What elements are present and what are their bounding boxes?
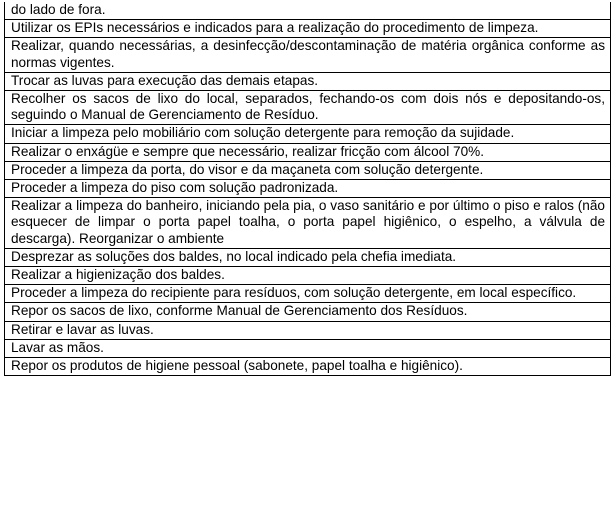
step-cell: Desprezar as soluções dos baldes, no local indicado pela chefia imediata.: [5, 248, 611, 266]
table-row: [5, 72, 611, 90]
table-row: [5, 91, 611, 125]
table-row: [5, 20, 611, 38]
step-cell: Proceder a limpeza do recipiente para resíduos, com solução detergente, em local específico.: [5, 285, 611, 303]
step-cell: Proceder a limpeza da porta, do visor e da maçaneta com solução detergente.: [5, 161, 611, 179]
table-row: [5, 143, 611, 161]
step-cell: Recolher os sacos de lixo do local, separados, fechando-os com dois nós e depositando-os, seguindo o Manual de Gerenciamento de Resíduo.: [5, 91, 611, 125]
table-row: [5, 321, 611, 339]
step-cell: Proceder a limpeza do piso com solução padronizada.: [5, 180, 611, 198]
table-row: [5, 358, 611, 376]
step-cell: Repor os sacos de lixo, conforme Manual de Gerenciamento dos Resíduos.: [5, 303, 611, 321]
step-cell: Realizar a limpeza do banheiro, iniciando pela pia, o vaso sanitário e por último o piso e ralos (não esquecer de limpar o porta papel toalha, o porta papel higiênico, o espelho, a válvula de descarga). Reorganizar o ambiente: [5, 198, 611, 249]
table-row: [5, 180, 611, 198]
table-row: [5, 125, 611, 143]
table-row: [5, 38, 611, 72]
step-cell: Realizar, quando necessárias, a desinfecção/descontaminação de matéria orgânica conforme as normas vigentes.: [5, 38, 611, 72]
step-cell: Realizar a higienização dos baldes.: [5, 267, 611, 285]
step-cell: Trocar as luvas para execução das demais etapas.: [5, 72, 611, 90]
table-row: [5, 248, 611, 266]
step-cell: Realizar o enxágüe e sempre que necessário, realizar fricção com álcool 70%.: [5, 143, 611, 161]
table-row: [5, 303, 611, 321]
step-cell: do lado de fora.: [5, 2, 611, 20]
step-cell: Retirar e lavar as luvas.: [5, 321, 611, 339]
table-row: [5, 198, 611, 249]
table-row: [5, 161, 611, 179]
step-cell: Lavar as mãos.: [5, 339, 611, 357]
table-row: [5, 339, 611, 357]
step-cell: Utilizar os EPIs necessários e indicados para a realização do procedimento de limpeza.: [5, 20, 611, 38]
step-cell: Repor os produtos de higiene pessoal (sabonete, papel toalha e higiênico).: [5, 358, 611, 376]
table-row: [5, 267, 611, 285]
procedure-steps-table: [4, 2, 611, 376]
step-cell: Iniciar a limpeza pelo mobiliário com solução detergente para remoção da sujidade.: [5, 125, 611, 143]
table-row: [5, 2, 611, 20]
table-row: [5, 285, 611, 303]
